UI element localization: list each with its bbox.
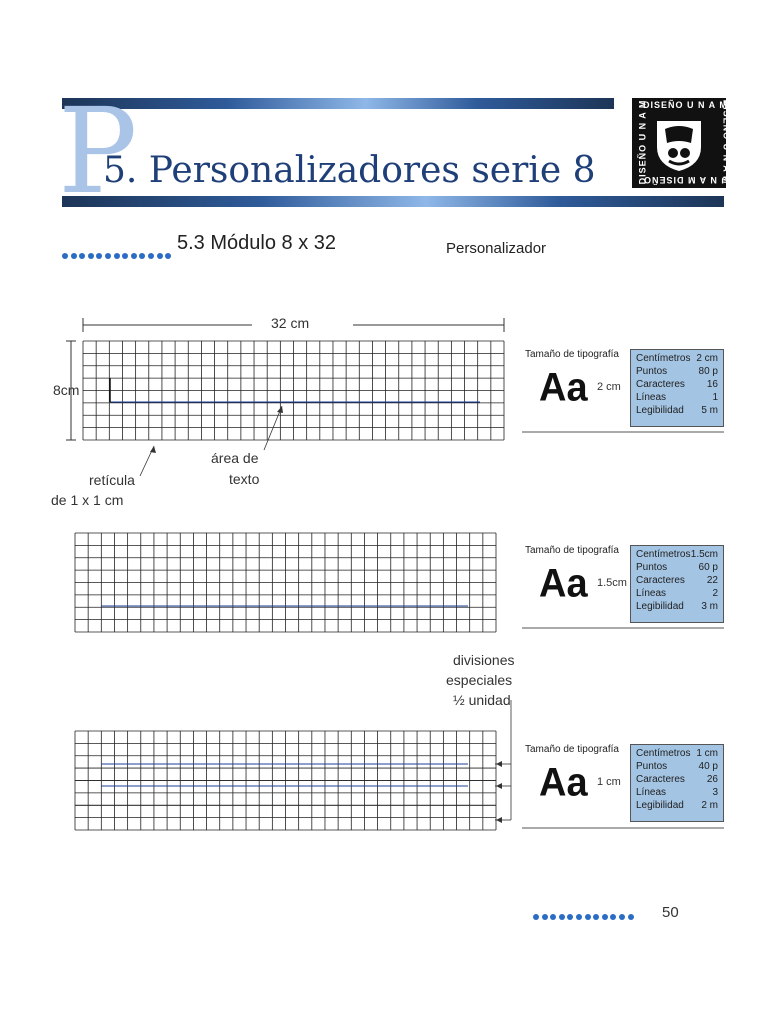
width-dimension-label: 32 cm	[271, 315, 310, 331]
area-label-line2: texto	[229, 471, 260, 487]
spec-value: 2 m	[701, 800, 718, 811]
spec-key: Centímetros	[636, 353, 691, 364]
page-number: 50	[662, 904, 679, 921]
logo-text-bottom: U N A M DISEÑO	[643, 175, 728, 185]
spec-key: Caracteres	[636, 575, 685, 586]
type-sample: Aa	[539, 561, 588, 607]
spec-key: Caracteres	[636, 774, 685, 785]
type-sample: Aa	[539, 365, 588, 411]
spec-value: 16	[706, 379, 718, 390]
spec-value: 2	[712, 588, 718, 599]
spec-key: Legibilidad	[636, 601, 684, 612]
spec-key: Líneas	[636, 392, 667, 403]
panel-header: Tamaño de tipografía	[525, 545, 619, 556]
specs-box	[630, 744, 724, 822]
specs-box	[630, 545, 724, 623]
spec-key: Legibilidad	[636, 800, 684, 811]
type-sample: Aa	[539, 760, 588, 806]
type-size-label: 1 cm	[597, 776, 621, 788]
spec-value: 2 cm	[696, 353, 718, 364]
decorative-big-letter: P	[58, 82, 138, 220]
spec-value: 5 m	[701, 405, 718, 416]
section-subtitle: 5.3 Módulo 8 x 32	[177, 232, 336, 254]
spec-value: 1 cm	[696, 748, 718, 759]
panel-header: Tamaño de tipografía	[525, 349, 619, 360]
spec-value: 40 p	[698, 761, 718, 772]
logo-text-left: DISEÑO U N A M	[637, 99, 648, 185]
spec-key: Centímetros	[636, 748, 691, 759]
logo-text-top: DISEÑO U N A M	[643, 100, 728, 110]
spec-key: Puntos	[636, 366, 668, 377]
divisions-label-line1: divisiones	[453, 652, 515, 668]
spec-value: 1	[712, 392, 718, 403]
spec-key: Legibilidad	[636, 405, 684, 416]
spec-key: Centímetros	[636, 549, 691, 560]
type-size-label: 2 cm	[597, 381, 621, 393]
spec-key: Puntos	[636, 562, 668, 573]
spec-value: 3	[712, 787, 718, 798]
height-dimension-label: 8cm	[53, 382, 80, 398]
spec-value: 1.5cm	[690, 549, 718, 560]
section-label: Personalizador	[446, 240, 547, 257]
grid-module-1	[83, 341, 504, 440]
divisions-label-line2: especiales	[446, 672, 513, 688]
panel-header: Tamaño de tipografía	[525, 744, 619, 755]
spec-value: 22	[706, 575, 718, 586]
footer-dots-decoration	[533, 907, 636, 925]
grid-label-line2: de 1 x 1 cm	[51, 492, 124, 508]
spec-value: 3 m	[701, 601, 718, 612]
grid-module-2	[75, 533, 496, 632]
grid-label-line1: retícula	[89, 472, 135, 488]
divisions-label-line3: ½ unidad	[453, 692, 511, 708]
spec-key: Líneas	[636, 787, 667, 798]
spec-key: Caracteres	[636, 379, 685, 390]
grid-module-3	[75, 731, 496, 830]
spec-value: 80 p	[698, 366, 718, 377]
spec-value: 60 p	[698, 562, 718, 573]
type-size-label: 1.5cm	[597, 577, 627, 589]
spec-key: Líneas	[636, 588, 667, 599]
specs-box	[630, 349, 724, 427]
area-label-line1: área de	[211, 450, 259, 466]
spec-value: 26	[706, 774, 718, 785]
logo-text-right: DISEÑO U N A M	[721, 99, 732, 185]
page-title: 5. Personalizadores serie 8	[103, 150, 596, 191]
spec-key: Puntos	[636, 761, 668, 772]
